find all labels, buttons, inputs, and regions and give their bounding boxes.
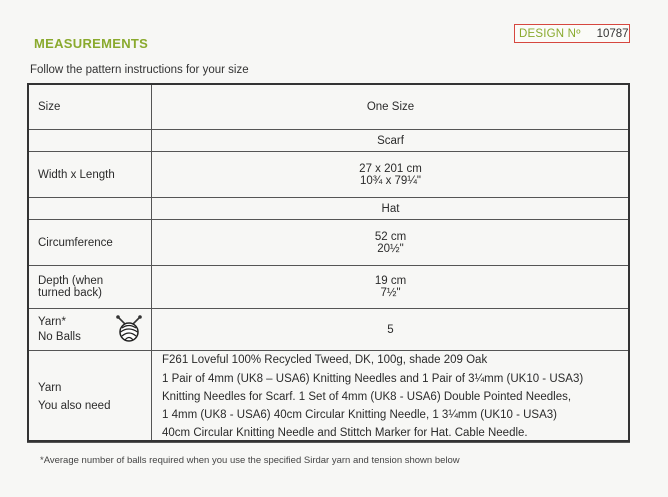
also-need-line: 1 4mm (UK8 - USA6) 40cm Circular Knitting Needle, 1 3¼mm (UK10 - USA3) bbox=[162, 409, 557, 421]
table-row-scarf-header bbox=[28, 130, 630, 152]
scarf-spacer bbox=[28, 130, 152, 152]
yarn-balls-value: 5 bbox=[152, 309, 630, 351]
table-row-yarn-needs bbox=[28, 351, 630, 443]
footnote: *Average number of balls required when you use the specified Sirdar yarn and tension shown below bbox=[40, 455, 460, 466]
also-need-line: Knitting Needles for Scarf. 1 Set of 4mm (UK8 - USA6) Double Pointed Needles, bbox=[162, 391, 572, 403]
also-need-label: You also need bbox=[38, 399, 111, 412]
also-need-line: 40cm Circular Knitting Needle and Stittch Marker for Hat. Cable Needle. bbox=[162, 427, 528, 439]
hat-header: Hat bbox=[152, 198, 630, 220]
depth-label bbox=[28, 266, 152, 309]
hat-spacer bbox=[28, 198, 152, 220]
depth-in: 7½" bbox=[380, 287, 401, 299]
width-length-label: Width x Length bbox=[28, 152, 152, 198]
yarn-ball-icon bbox=[115, 314, 143, 342]
scarf-header: Scarf bbox=[152, 130, 630, 152]
circumference-in: 20½" bbox=[377, 242, 404, 255]
depth-label-line-1: Depth (when bbox=[38, 275, 104, 287]
table-row-yarn-balls bbox=[28, 309, 630, 351]
depth-label-line-2: turned back) bbox=[38, 287, 102, 299]
design-label: DESIGN Nº bbox=[519, 27, 581, 40]
table-row-circumference bbox=[28, 220, 630, 266]
intro-text: Follow the pattern instructions for your size bbox=[30, 64, 249, 76]
width-length-in: 10¾ x 79¼" bbox=[360, 174, 421, 187]
circumference-cm: 52 cm bbox=[374, 230, 407, 243]
also-need-line: 1 Pair of 4mm (UK8 – USA6) Knitting Needles and 1 Pair of 3¼mm (UK10 - USA3) bbox=[162, 373, 584, 385]
yarn-balls-label-line-1: Yarn* bbox=[38, 315, 66, 328]
measurements-table bbox=[27, 83, 630, 443]
yarn-balls-label bbox=[28, 309, 152, 351]
design-number-box bbox=[514, 24, 630, 43]
table-row-width-length bbox=[28, 152, 630, 198]
size-value: One Size bbox=[152, 84, 630, 130]
circumference-value bbox=[152, 220, 630, 266]
yarn-label: Yarn bbox=[38, 381, 62, 394]
width-length-value bbox=[152, 152, 630, 198]
yarn-needs-value bbox=[152, 351, 630, 443]
table-row-size bbox=[28, 84, 630, 130]
design-number: 10787 bbox=[596, 27, 629, 40]
yarn-value: F261 Loveful 100% Recycled Tweed, DK, 100g, shade 209 Oak bbox=[162, 354, 488, 366]
yarn-needs-label bbox=[28, 351, 152, 443]
size-label: Size bbox=[28, 84, 152, 130]
table-row-hat-header bbox=[28, 198, 630, 220]
yarn-balls-label-line-2: No Balls bbox=[38, 330, 81, 343]
width-length-cm: 27 x 201 cm bbox=[359, 162, 422, 175]
circumference-label: Circumference bbox=[28, 220, 152, 266]
table-row-depth bbox=[28, 266, 630, 309]
depth-cm: 19 cm bbox=[374, 275, 407, 287]
depth-value bbox=[152, 266, 630, 309]
page-title: MEASUREMENTS bbox=[34, 36, 149, 51]
